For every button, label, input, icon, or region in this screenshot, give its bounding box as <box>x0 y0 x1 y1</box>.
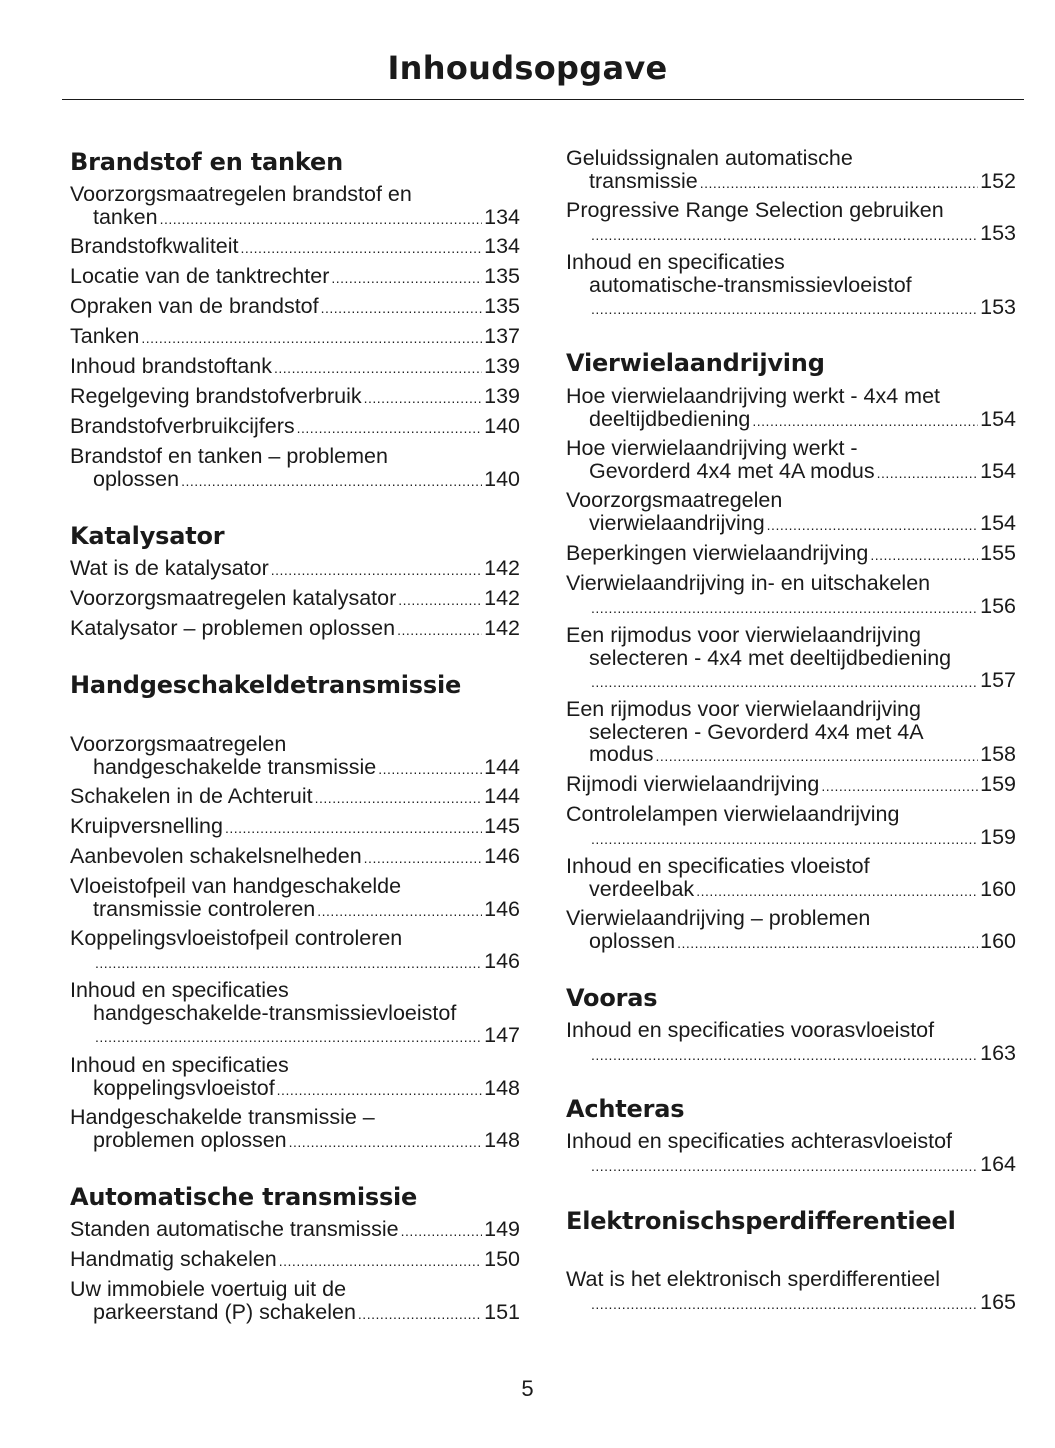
dot-leader <box>279 1250 482 1273</box>
toc-entry-page-number: 148 <box>484 1127 520 1152</box>
toc-entry[interactable] <box>70 325 520 350</box>
toc-entry-leader-line <box>70 206 520 231</box>
toc-entry-page-number: 137 <box>484 324 520 348</box>
dot-leader <box>591 1044 978 1067</box>
toc-entry[interactable] <box>70 979 520 1049</box>
toc-entry[interactable] <box>566 773 1016 798</box>
toc-entry-page-number: 160 <box>980 876 1016 901</box>
section-heading-brandstof: Brandstof en tanken <box>70 148 343 176</box>
toc-entry-leader-line <box>566 460 1016 485</box>
section-heading-vierwielaandrijving: Vierwielaandrijving <box>566 349 825 377</box>
toc-entry-leader-line <box>70 756 520 781</box>
toc-entry[interactable] <box>566 437 1016 484</box>
toc-entry[interactable] <box>70 415 520 440</box>
toc-entry[interactable] <box>70 557 520 582</box>
toc-entry-page-number: 153 <box>980 220 1016 245</box>
toc-entry-page-number: 160 <box>980 928 1016 953</box>
toc-entry-page-number: 146 <box>484 844 520 868</box>
dot-leader <box>321 297 483 320</box>
toc-entry[interactable] <box>70 733 520 780</box>
toc-entry-page-number: 139 <box>484 384 520 408</box>
toc-entry-title-continued: Katalysator – problemen oplossen <box>70 616 396 640</box>
toc-entry-title: Uw immobiele voertuig uit de <box>70 1277 347 1301</box>
dot-leader <box>141 327 482 350</box>
dot-leader <box>398 589 482 612</box>
toc-entry-title-continued: Beperkingen vierwielaandrijving <box>566 541 869 565</box>
dot-leader <box>160 208 483 231</box>
toc-entry-page-number: 142 <box>484 616 520 640</box>
dot-leader <box>752 410 978 433</box>
toc-entry-leader-line <box>566 222 1016 247</box>
toc-entry-title-continued: koppelingsvloeistof <box>93 1075 275 1100</box>
toc-entry-leader-line <box>70 1077 520 1102</box>
toc-entry-leader-line <box>70 557 520 582</box>
page-number: 5 <box>521 1376 534 1401</box>
toc-entry-title-continued: problemen oplossen <box>93 1127 287 1152</box>
toc-entry-leader-line <box>70 325 520 350</box>
toc-entry-title-continued: handgeschakelde transmissie <box>93 754 377 779</box>
toc-entry-title: Geluidssignalen automatische <box>566 146 853 170</box>
dot-leader <box>591 224 978 247</box>
section-heading-handgeschakelde-transmissie: Handgeschakeldetransmissie <box>70 671 462 699</box>
toc-entry-title-continued: Tanken <box>70 324 140 348</box>
toc-entry[interactable] <box>566 907 1016 954</box>
toc-entry[interactable] <box>70 927 520 974</box>
toc-entry-page-number: 140 <box>484 466 520 491</box>
toc-entry-page-number: 149 <box>484 1217 520 1241</box>
toc-entry-title: Inhoud en specificaties <box>70 1053 289 1077</box>
toc-entry[interactable] <box>70 235 520 260</box>
toc-entry-page-number: 144 <box>484 784 520 808</box>
dot-leader <box>677 932 978 955</box>
toc-entry-title-continued: Brandstofverbruikcijfers <box>70 414 295 438</box>
toc-entry-page-number: 157 <box>980 668 1016 692</box>
toc-entry-leader-line <box>70 845 520 870</box>
toc-entry-leader-line <box>70 415 520 440</box>
toc-entry-title: Vloeistofpeil van handgeschakelde <box>70 874 402 898</box>
toc-entry-page-number: 148 <box>484 1075 520 1100</box>
dot-leader <box>95 1026 482 1049</box>
toc-entry-leader-line <box>566 1042 1016 1067</box>
toc-entry[interactable] <box>566 251 1016 321</box>
dot-leader <box>870 544 978 567</box>
toc-entry[interactable] <box>566 624 1016 694</box>
toc-entry-title: Voorzorgsmaatregelen <box>70 732 287 756</box>
toc-entry-title-continued: Standen automatische transmissie <box>70 1217 399 1241</box>
dot-leader <box>271 559 482 582</box>
dot-leader <box>397 619 482 642</box>
dot-leader <box>95 952 482 975</box>
toc-entry[interactable] <box>70 183 520 230</box>
dot-leader <box>241 237 483 260</box>
dot-leader <box>317 900 482 923</box>
toc-entry-page-number: 144 <box>484 754 520 779</box>
toc-entry-page-number: 151 <box>484 1299 520 1324</box>
toc-entry-title: Progressive Range Selection gebruiken <box>566 198 944 222</box>
toc-entry-title-continued: Aanbevolen schakelsnelheden <box>70 844 362 868</box>
dot-leader <box>591 597 978 620</box>
toc-entry[interactable] <box>70 1278 520 1325</box>
toc-entry-leader-line <box>566 826 1016 851</box>
toc-entry-title: Inhoud en specificaties vloeistof <box>566 854 870 878</box>
toc-entry-title: Controlelampen vierwielaandrijving <box>566 802 900 826</box>
toc-entry-leader-line <box>70 785 520 810</box>
toc-entry-title-continued: parkeerstand (P) schakelen <box>93 1299 356 1324</box>
dot-leader <box>700 172 978 195</box>
toc-entry[interactable] <box>566 698 1016 768</box>
toc-entry-leader-line <box>70 265 520 290</box>
toc-entry-page-number: 145 <box>484 814 520 838</box>
toc-entry[interactable] <box>70 385 520 410</box>
toc-entry[interactable] <box>70 587 520 612</box>
toc-entry-page-number: 134 <box>484 204 520 229</box>
section-heading-katalysator: Katalysator <box>70 522 225 550</box>
toc-entry-title-continued: Opraken van de brandstof <box>70 294 319 318</box>
toc-entry[interactable] <box>70 1106 520 1153</box>
toc-entry-leader-line <box>70 950 520 975</box>
toc-entry[interactable] <box>70 845 520 870</box>
toc-entry-page-number: 135 <box>484 264 520 288</box>
title-divider <box>62 99 1024 100</box>
toc-entry-title: Brandstof en tanken – problemen <box>70 444 388 468</box>
toc-entry[interactable] <box>566 1019 1016 1066</box>
toc-entry-page-number: 134 <box>484 234 520 258</box>
toc-entry-leader-line <box>566 743 1016 768</box>
toc-entry-title-continued: verdeelbak <box>589 876 695 901</box>
dot-leader <box>401 1220 482 1243</box>
toc-entry[interactable] <box>70 1248 520 1273</box>
toc-entry-leader-line <box>566 878 1016 903</box>
dot-leader <box>181 470 482 493</box>
toc-entry-leader-line <box>566 542 1016 567</box>
toc-entry-leader-line <box>70 617 520 642</box>
dot-leader <box>225 817 482 840</box>
section-heading-achteras: Achteras <box>566 1095 685 1123</box>
toc-entry-title-continued: Gevorderd 4x4 met 4A modus <box>589 458 875 483</box>
toc-entry-title-continued: Regelgeving brandstofverbruik <box>70 384 362 408</box>
toc-entry-page-number: 150 <box>484 1247 520 1271</box>
toc-entry[interactable] <box>70 295 520 320</box>
toc-entry[interactable] <box>70 355 520 380</box>
toc-entry-title-continued: Handmatig schakelen <box>70 1247 277 1271</box>
toc-entry-page-number: 147 <box>484 1023 520 1047</box>
toc-entry-page-number: 154 <box>980 406 1016 431</box>
toc-entry-title: Vierwielaandrijving – problemen <box>566 906 871 930</box>
toc-entry-title-continued: oplossen <box>93 466 180 491</box>
toc-entry-title: Inhoud en specificaties automatische-transmissievloeistof <box>566 250 912 297</box>
toc-entry-leader-line <box>70 898 520 923</box>
toc-entry-title: Voorzorgsmaatregelen <box>566 488 783 512</box>
toc-entry-title-continued: Rijmodi vierwielaandrijving <box>566 772 820 796</box>
dot-leader <box>297 417 482 440</box>
toc-entry-leader-line <box>70 295 520 320</box>
toc-entry-page-number: 146 <box>484 896 520 921</box>
toc-entry[interactable] <box>566 147 1016 194</box>
toc-entry-title: Hoe vierwielaandrijving werkt - 4x4 met <box>566 384 941 408</box>
toc-entry-leader-line <box>70 468 520 493</box>
dot-leader <box>821 775 978 798</box>
toc-entry[interactable] <box>70 785 520 810</box>
toc-entry-leader-line <box>566 1291 1016 1316</box>
toc-entry[interactable] <box>566 803 1016 850</box>
toc-entry-leader-line <box>566 296 1016 321</box>
dot-leader <box>591 828 978 851</box>
dot-leader <box>656 745 979 768</box>
dot-leader <box>767 514 978 537</box>
toc-entry-leader-line <box>566 408 1016 433</box>
toc-entry[interactable] <box>566 542 1016 567</box>
dot-leader <box>289 1131 482 1154</box>
dot-leader <box>378 758 482 781</box>
toc-entry-page-number: 140 <box>484 414 520 438</box>
toc-entry-leader-line <box>70 1129 520 1154</box>
toc-entry-leader-line <box>70 355 520 380</box>
toc-entry-page-number: 135 <box>484 294 520 318</box>
toc-entry[interactable] <box>566 489 1016 536</box>
toc-entry[interactable] <box>566 855 1016 902</box>
toc-entry-title: Hoe vierwielaandrijving werkt - <box>566 436 858 460</box>
toc-entry-title-continued: transmissie controleren <box>93 896 316 921</box>
toc-entry-title-continued: deeltijdbediening <box>589 406 751 431</box>
toc-entry-leader-line <box>70 235 520 260</box>
toc-entry-title-continued: Kruipversnelling <box>70 814 223 838</box>
toc-entry[interactable] <box>70 617 520 642</box>
toc-entry-title: Voorzorgsmaatregelen brandstof en <box>70 182 412 206</box>
toc-entry[interactable] <box>70 265 520 290</box>
toc-entry-leader-line <box>566 669 1016 694</box>
toc-entry-leader-line <box>566 930 1016 955</box>
toc-entry-page-number: 142 <box>484 586 520 610</box>
toc-entry-title-continued: Locatie van de tanktrechter <box>70 264 330 288</box>
toc-entry-title: Een rijmodus voor vierwielaandrijving selecteren - Gevorderd 4x4 met 4A <box>566 697 924 744</box>
section-heading-elektronisch-sperdifferentieel: Elektronischsperdifferentieel <box>566 1207 956 1235</box>
toc-entry-title: Wat is het elektronisch sperdifferentieel <box>566 1267 941 1291</box>
dot-leader <box>591 1293 978 1316</box>
toc-entry-title-continued: Wat is de katalysator <box>70 556 269 580</box>
section-heading-vooras: Vooras <box>566 984 658 1012</box>
toc-entry-leader-line <box>566 773 1016 798</box>
toc-entry-page-number: 154 <box>980 458 1016 483</box>
toc-entry-leader-line <box>70 1301 520 1326</box>
toc-entry-leader-line <box>70 1218 520 1243</box>
toc-entry[interactable] <box>70 875 520 922</box>
toc-entry-title-continued: modus <box>589 742 654 766</box>
toc-entry-page-number: 152 <box>980 168 1016 193</box>
toc-entry-title-continued: vierwielaandrijving <box>589 510 765 535</box>
toc-entry-leader-line <box>70 815 520 840</box>
toc-entry[interactable] <box>566 1130 1016 1177</box>
dot-leader <box>331 267 482 290</box>
dot-leader <box>364 387 483 410</box>
toc-entry-page-number: 164 <box>980 1151 1016 1176</box>
toc-entry-title-continued: Schakelen in de Achteruit <box>70 784 313 808</box>
dot-leader <box>591 1155 978 1178</box>
toc-entry-leader-line <box>70 1024 520 1049</box>
toc-entry-page-number: 159 <box>980 772 1016 796</box>
toc-entry-title-continued: transmissie <box>589 168 698 193</box>
toc-entry-page-number: 165 <box>980 1289 1016 1314</box>
page-title: Inhoudsopgave <box>387 49 668 87</box>
dot-leader <box>274 357 482 380</box>
section-heading-automatische-transmissie: Automatische transmissie <box>70 1183 418 1211</box>
toc-entry-title: Een rijmodus voor vierwielaandrijving selecteren - 4x4 met deeltijdbediening <box>566 623 952 670</box>
toc-entry[interactable] <box>70 1054 520 1101</box>
toc-entry-leader-line <box>566 1153 1016 1178</box>
dot-leader <box>358 1303 482 1326</box>
toc-entry-title: Inhoud en specificaties handgeschakelde-transmissievloeistof <box>70 978 457 1025</box>
toc-entry[interactable] <box>70 815 520 840</box>
toc-entry-leader-line <box>70 1248 520 1273</box>
toc-entry-page-number: 146 <box>484 948 520 973</box>
toc-entry-page-number: 158 <box>980 742 1016 766</box>
toc-entry-title: Vierwielaandrijving in- en uitschakelen <box>566 571 931 595</box>
toc-entry-leader-line <box>70 587 520 612</box>
toc-entry-page-number: 142 <box>484 556 520 580</box>
dot-leader <box>277 1079 482 1102</box>
toc-entry-title: Inhoud en specificaties voorasvloeistof <box>566 1018 935 1042</box>
dot-leader <box>877 462 979 485</box>
toc-entry[interactable] <box>566 199 1016 246</box>
toc-entry-page-number: 156 <box>980 593 1016 618</box>
toc-entry-title-continued: tanken <box>93 204 158 229</box>
toc-entry-title-continued: Brandstofkwaliteit <box>70 234 239 258</box>
dot-leader <box>364 847 482 870</box>
toc-entry[interactable] <box>566 1268 1016 1315</box>
dot-leader <box>591 671 978 694</box>
toc-entry-page-number: 154 <box>980 510 1016 535</box>
toc-entry-title: Handgeschakelde transmissie – <box>70 1105 375 1129</box>
toc-entry-leader-line <box>566 595 1016 620</box>
toc-entry-leader-line <box>70 385 520 410</box>
toc-entry[interactable] <box>70 1218 520 1243</box>
toc-entry[interactable] <box>566 572 1016 619</box>
toc-entry-leader-line <box>566 512 1016 537</box>
dot-leader <box>591 298 978 321</box>
toc-entry-title-continued: oplossen <box>589 928 676 953</box>
toc-entry[interactable] <box>70 445 520 492</box>
toc-entry-title: Inhoud en specificaties achterasvloeistof <box>566 1129 953 1153</box>
toc-entry-page-number: 139 <box>484 354 520 378</box>
dot-leader <box>315 787 482 810</box>
dot-leader <box>696 880 978 903</box>
toc-entry-leader-line <box>566 170 1016 195</box>
toc-entry[interactable] <box>566 385 1016 432</box>
toc-entry-title: Koppelingsvloeistofpeil controleren <box>70 926 403 950</box>
toc-entry-page-number: 153 <box>980 295 1016 319</box>
toc-entry-page-number: 155 <box>980 541 1016 565</box>
toc-entry-page-number: 159 <box>980 824 1016 849</box>
toc-entry-title-continued: Inhoud brandstoftank <box>70 354 273 378</box>
toc-entry-title-continued: Voorzorgsmaatregelen katalysator <box>70 586 397 610</box>
toc-entry-page-number: 163 <box>980 1040 1016 1065</box>
